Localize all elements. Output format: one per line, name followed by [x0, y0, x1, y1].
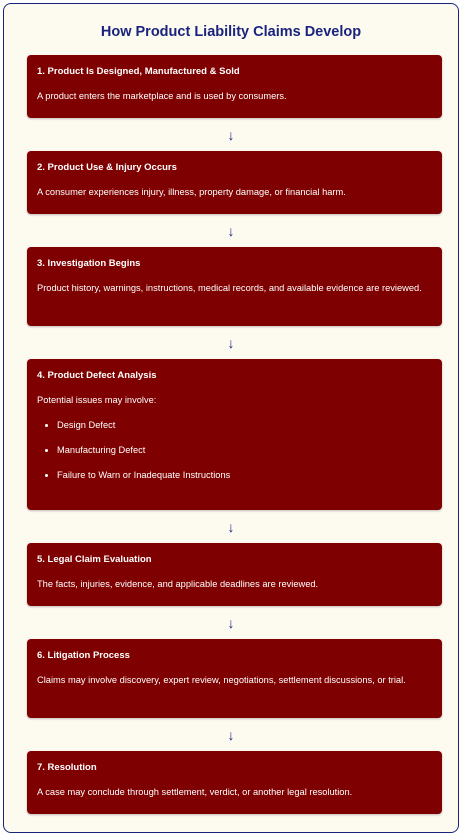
step-3-description: Product history, warnings, instructions, medical records, and available evidence are reviewed. — [37, 283, 422, 293]
down-arrow-icon: ↓ — [227, 335, 235, 351]
down-arrow-icon: ↓ — [227, 615, 235, 631]
down-arrow-icon: ↓ — [227, 127, 235, 143]
step-7-box — [27, 751, 442, 814]
step-2-description: A consumer experiences injury, illness, property damage, or financial harm. — [37, 187, 346, 197]
list-item: • Failure to Warn or Inadequate Instructions — [57, 468, 432, 483]
step-6-title: 6. Litigation Process — [37, 650, 130, 661]
step-7-description: A case may conclude through settlement, verdict, or another legal resolution. — [37, 787, 353, 797]
step-7-title: 7. Resolution — [37, 762, 97, 773]
step-5-description: The facts, injuries, evidence, and applicable deadlines are reviewed. — [37, 579, 319, 589]
step-4-title: 4. Product Defect Analysis — [37, 370, 157, 381]
step-4-box — [27, 359, 442, 510]
defect-type-list — [37, 418, 432, 483]
step-2-title: 2. Product Use & Injury Occurs — [37, 162, 177, 173]
step-5-box — [27, 543, 442, 606]
down-arrow-icon: ↓ — [227, 519, 235, 535]
flowchart-container — [3, 3, 459, 833]
list-item: • Manufacturing Defect — [57, 443, 432, 458]
step-5-title: 5. Legal Claim Evaluation — [37, 554, 152, 565]
step-2-box — [27, 151, 442, 214]
step-3-box — [27, 247, 442, 326]
diagram-title: How Product Liability Claims Develop — [100, 24, 362, 40]
step-1-description: A product enters the marketplace and is used by consumers. — [37, 91, 287, 101]
list-item: • Design Defect — [57, 418, 432, 433]
step-6-box — [27, 639, 442, 718]
step-3-title: 3. Investigation Begins — [37, 258, 141, 269]
down-arrow-icon: ↓ — [227, 223, 235, 239]
step-6-description: Claims may involve discovery, expert review, negotiations, settlement discussions, or trial. — [37, 675, 406, 685]
step-1-title: 1. Product Is Designed, Manufactured & Sold — [37, 66, 240, 77]
down-arrow-icon: ↓ — [227, 727, 235, 743]
step-4-description: Potential issues may involve: — [37, 395, 157, 405]
step-1-box — [27, 55, 442, 118]
